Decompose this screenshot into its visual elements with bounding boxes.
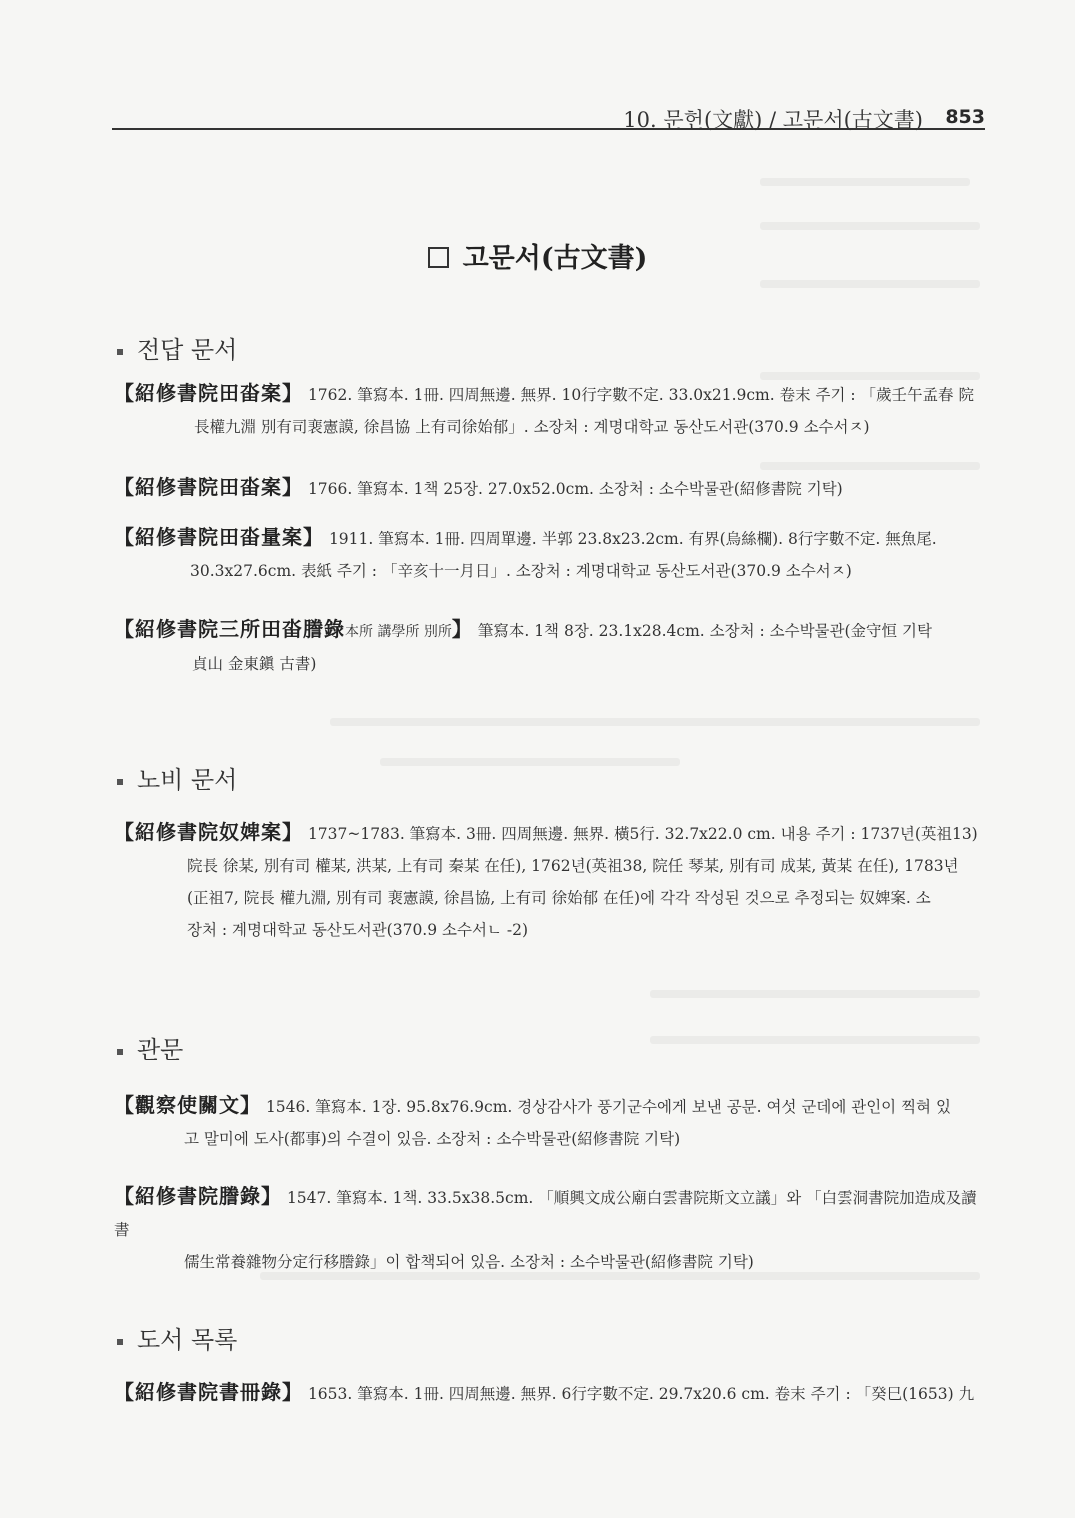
entry-title: 【紹修書院三所田畓謄錄	[114, 617, 345, 641]
page-title	[0, 236, 1075, 275]
entry-title: 【紹修書院田畓量案】	[114, 525, 324, 549]
entry-text: 장처 : 계명대학교 동산도서관(370.9 소수서ㄴ -2)	[187, 921, 528, 939]
running-header	[112, 100, 985, 130]
entry-text: 1653. 筆寫本. 1冊. 四周無邊. 無界. 6行字數不定. 29.7x20.6 cm. 卷末 주기 : 「癸巳(1653) 九	[307, 1385, 975, 1403]
entry-title: 【紹修書院書冊錄】	[114, 1380, 303, 1404]
entry-text: 長權九淵 別有司裵憲謨, 徐昌協 上有司徐始郁」. 소장처 : 계명대학교 동산도서관(370.9 소수서ㅈ)	[194, 418, 870, 436]
section-heading	[117, 1320, 237, 1355]
entry-text: 筆寫本. 1책 8장. 23.1x28.4cm. 소장처 : 소수박물관(金守恒 기탁	[477, 622, 932, 640]
bleed-through-mark	[650, 1036, 980, 1044]
catalog-entry	[114, 816, 984, 946]
catalog-entry	[114, 1180, 984, 1278]
square-bullet-icon	[117, 349, 123, 355]
entry-text: 1766. 筆寫本. 1책 25장. 27.0x52.0cm. 소장처 : 소수박물관(紹修書院 기탁)	[307, 480, 843, 498]
bleed-through-mark	[380, 758, 680, 766]
square-bullet-icon	[117, 1049, 123, 1055]
section-title: 노비 문서	[137, 766, 238, 794]
entry-text: 1762. 筆寫本. 1冊. 四周無邊. 無界. 10行字數不定. 33.0x21.9cm. 卷末 주기 : 「歲壬午孟春 院	[307, 386, 974, 404]
entry-text: 貞山 金東鎭 古書)	[192, 655, 317, 673]
checkbox-square-icon	[428, 247, 449, 268]
bleed-through-mark	[760, 178, 970, 186]
section-heading	[117, 330, 237, 365]
catalog-entry	[114, 613, 984, 680]
entry-title-sub: 本所 講學所 別所	[345, 624, 452, 640]
entry-text: 儒生常養雜物分定行移謄錄」이 합책되어 있음. 소장처 : 소수박물관(紹修書院 기탁)	[184, 1253, 754, 1271]
catalog-entry	[114, 1089, 984, 1155]
square-bullet-icon	[117, 779, 123, 785]
entry-text: 1911. 筆寫本. 1冊. 四周單邊. 半郭 23.8x23.2cm. 有界(烏絲欄). 8行字數不定. 無魚尾.	[328, 530, 937, 548]
entry-title: 【紹修書院奴婢案】	[114, 820, 303, 844]
entry-text: 1737~1783. 筆寫本. 3冊. 四周無邊. 無界. 橫5行. 32.7x22.0 cm. 내용 주기 : 1737년(英祖13)	[307, 825, 978, 843]
entry-text: 1547. 筆寫本. 1책. 33.5x38.5cm. 「順興文成公廟白雲書院斯文立議」와 「白雲洞書院加造成及讀書	[114, 1189, 977, 1239]
section-title: 관문	[137, 1036, 184, 1064]
bleed-through-mark	[760, 280, 980, 288]
page-title-text: 고문서(古文書)	[462, 243, 648, 274]
entry-text: 고 말미에 도사(都事)의 수결이 있음. 소장처 : 소수박물관(紹修書院 기탁)	[184, 1130, 681, 1148]
section-title: 도서 목록	[137, 1326, 238, 1354]
section-heading	[117, 1030, 183, 1065]
bleed-through-mark	[650, 990, 980, 998]
catalog-entry	[114, 377, 984, 443]
entry-title: 【紹修書院田畓案】	[114, 381, 303, 405]
page-number: 853	[945, 106, 985, 128]
entry-text: 1546. 筆寫本. 1장. 95.8x76.9cm. 경상감사가 풍기군수에게 보낸 공문. 여섯 군데에 관인이 찍혀 있	[265, 1098, 951, 1116]
entry-text: 院長 徐某, 別有司 權某, 洪某, 上有司 秦某 在任), 1762년(英祖38, 院任 琴某, 別有司 成某, 黃某 在任), 1783년	[187, 857, 959, 875]
section-heading	[117, 760, 237, 795]
bleed-through-mark	[760, 462, 980, 470]
entry-title: 【觀察使關文】	[114, 1093, 261, 1117]
entry-title: 【紹修書院田畓案】	[114, 475, 303, 499]
bleed-through-mark	[760, 222, 980, 230]
catalog-entry	[114, 471, 984, 505]
catalog-entry	[114, 521, 984, 587]
entry-text: 30.3x27.6cm. 表紙 주기 : 「辛亥十一月日」. 소장처 : 계명대학교 동산도서관(370.9 소수서ㅈ)	[190, 562, 852, 580]
square-bullet-icon	[117, 1339, 123, 1345]
header-title: 10. 문헌(文獻) / 고문서(古文書)	[623, 108, 923, 132]
entry-title: 【紹修書院謄錄】	[114, 1184, 282, 1208]
catalog-entry	[114, 1376, 984, 1410]
entry-text: (正祖7, 院長 權九淵, 別有司 裵憲謨, 徐昌協, 上有司 徐始郁 在任)에 각각 작성된 것으로 추정되는 奴婢案. 소	[187, 889, 931, 907]
entry-title-close: 】	[451, 617, 473, 641]
bleed-through-mark	[330, 718, 980, 726]
section-title: 전답 문서	[137, 336, 238, 364]
